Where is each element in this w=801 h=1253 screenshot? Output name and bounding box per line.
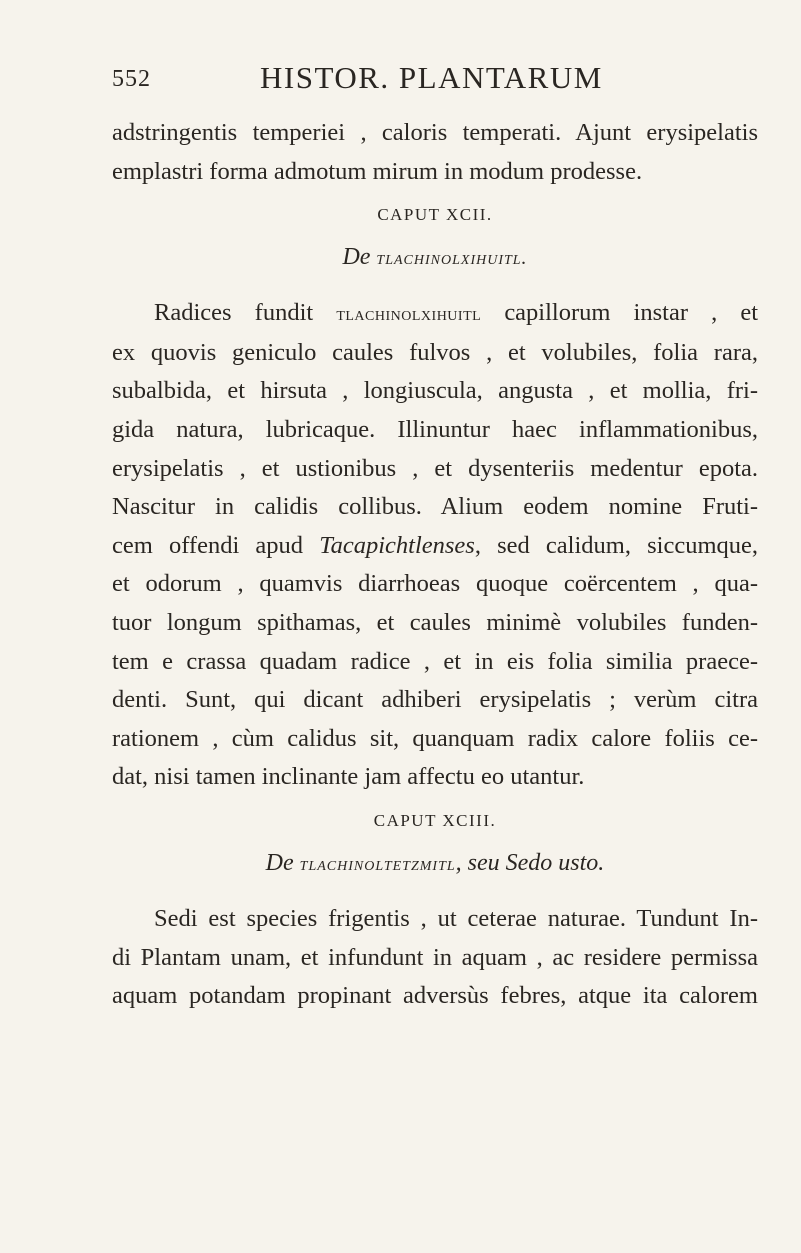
chapter-heading-93: CAPUT XCIII.	[373, 810, 497, 830]
title-prefix: De	[342, 244, 371, 271]
text-segment: Radices fundit	[154, 299, 314, 327]
page-body	[112, 114, 758, 1016]
text-segment: cem offendi apud	[112, 531, 304, 559]
text-line: adstringentis temperiei , caloris temperati. Ajunt erysipelatis	[112, 119, 758, 146]
text-line: tem e crassa quadam radice , et in eis folia similia praece-	[112, 647, 758, 675]
text-line: di Plantam unam, et infundunt in aquam , ac residere permissa	[112, 943, 758, 971]
text-line: emplastri forma admotum mirum in modum prodesse.	[112, 157, 643, 185]
page-number: 552	[112, 66, 151, 92]
text-line: denti. Sunt, qui dicant adhiberi erysipelatis ; verùm citra	[112, 686, 758, 714]
chapter-heading-92: CAPUT XCII.	[377, 205, 493, 225]
running-head: HISTOR. PLANTARUM	[260, 60, 603, 95]
text-line: gida natura, lubricaque. Illinuntur haec inflammationibus,	[112, 415, 758, 443]
chapter-title-92	[112, 243, 758, 272]
page-header	[112, 60, 752, 100]
paragraph-92	[112, 294, 758, 797]
text-segment: capillorum instar , et	[504, 299, 759, 327]
text-line	[112, 527, 758, 566]
chapter-title-93	[112, 849, 758, 878]
text-line: rationem , cùm calidus sit, quanquam radix calore foliis ce-	[112, 724, 758, 752]
plant-name-inline: tlachinolxihuitl	[336, 303, 482, 326]
text-line: dat, nisi tamen inclinante jam affectu eo utantur.	[112, 763, 585, 791]
intro-paragraph	[112, 114, 758, 191]
text-line: Sedi est species frigentis , ut ceterae naturae. Tundunt In-	[154, 904, 758, 932]
title-prefix: De	[265, 849, 294, 876]
text-line: aquam potandam propinant adversùs febres, atque ita calorem	[112, 982, 758, 1010]
text-line: ex quovis geniculo caules fulvos , et volubiles, folia rara,	[112, 338, 758, 366]
text-line: et odorum , quamvis diarrhoeas quoque coërcentem , qua-	[112, 570, 758, 598]
plant-name: tlachinolxihuitl.	[376, 247, 528, 270]
people-name: Tacapichtlenses	[319, 531, 475, 559]
text-line: Nascitur in calidis collibus. Alium eodem nomine Fruti-	[112, 493, 758, 521]
paragraph-93	[112, 900, 758, 1016]
text-line: tuor longum spithamas, et caules minimè volubiles funden-	[112, 608, 758, 636]
text-line: erysipelatis , et ustionibus , et dysenteriis medentur epota.	[112, 454, 758, 482]
text-line: subalbida, et hirsuta , longiuscula, angusta , et mollia, fri-	[112, 377, 758, 405]
title-suffix: , seu Sedo usto.	[455, 849, 605, 876]
text-segment: , sed calidum, siccumque,	[474, 531, 758, 559]
text-line	[112, 294, 758, 334]
plant-name: tlachinoltetzmitl	[299, 852, 456, 875]
